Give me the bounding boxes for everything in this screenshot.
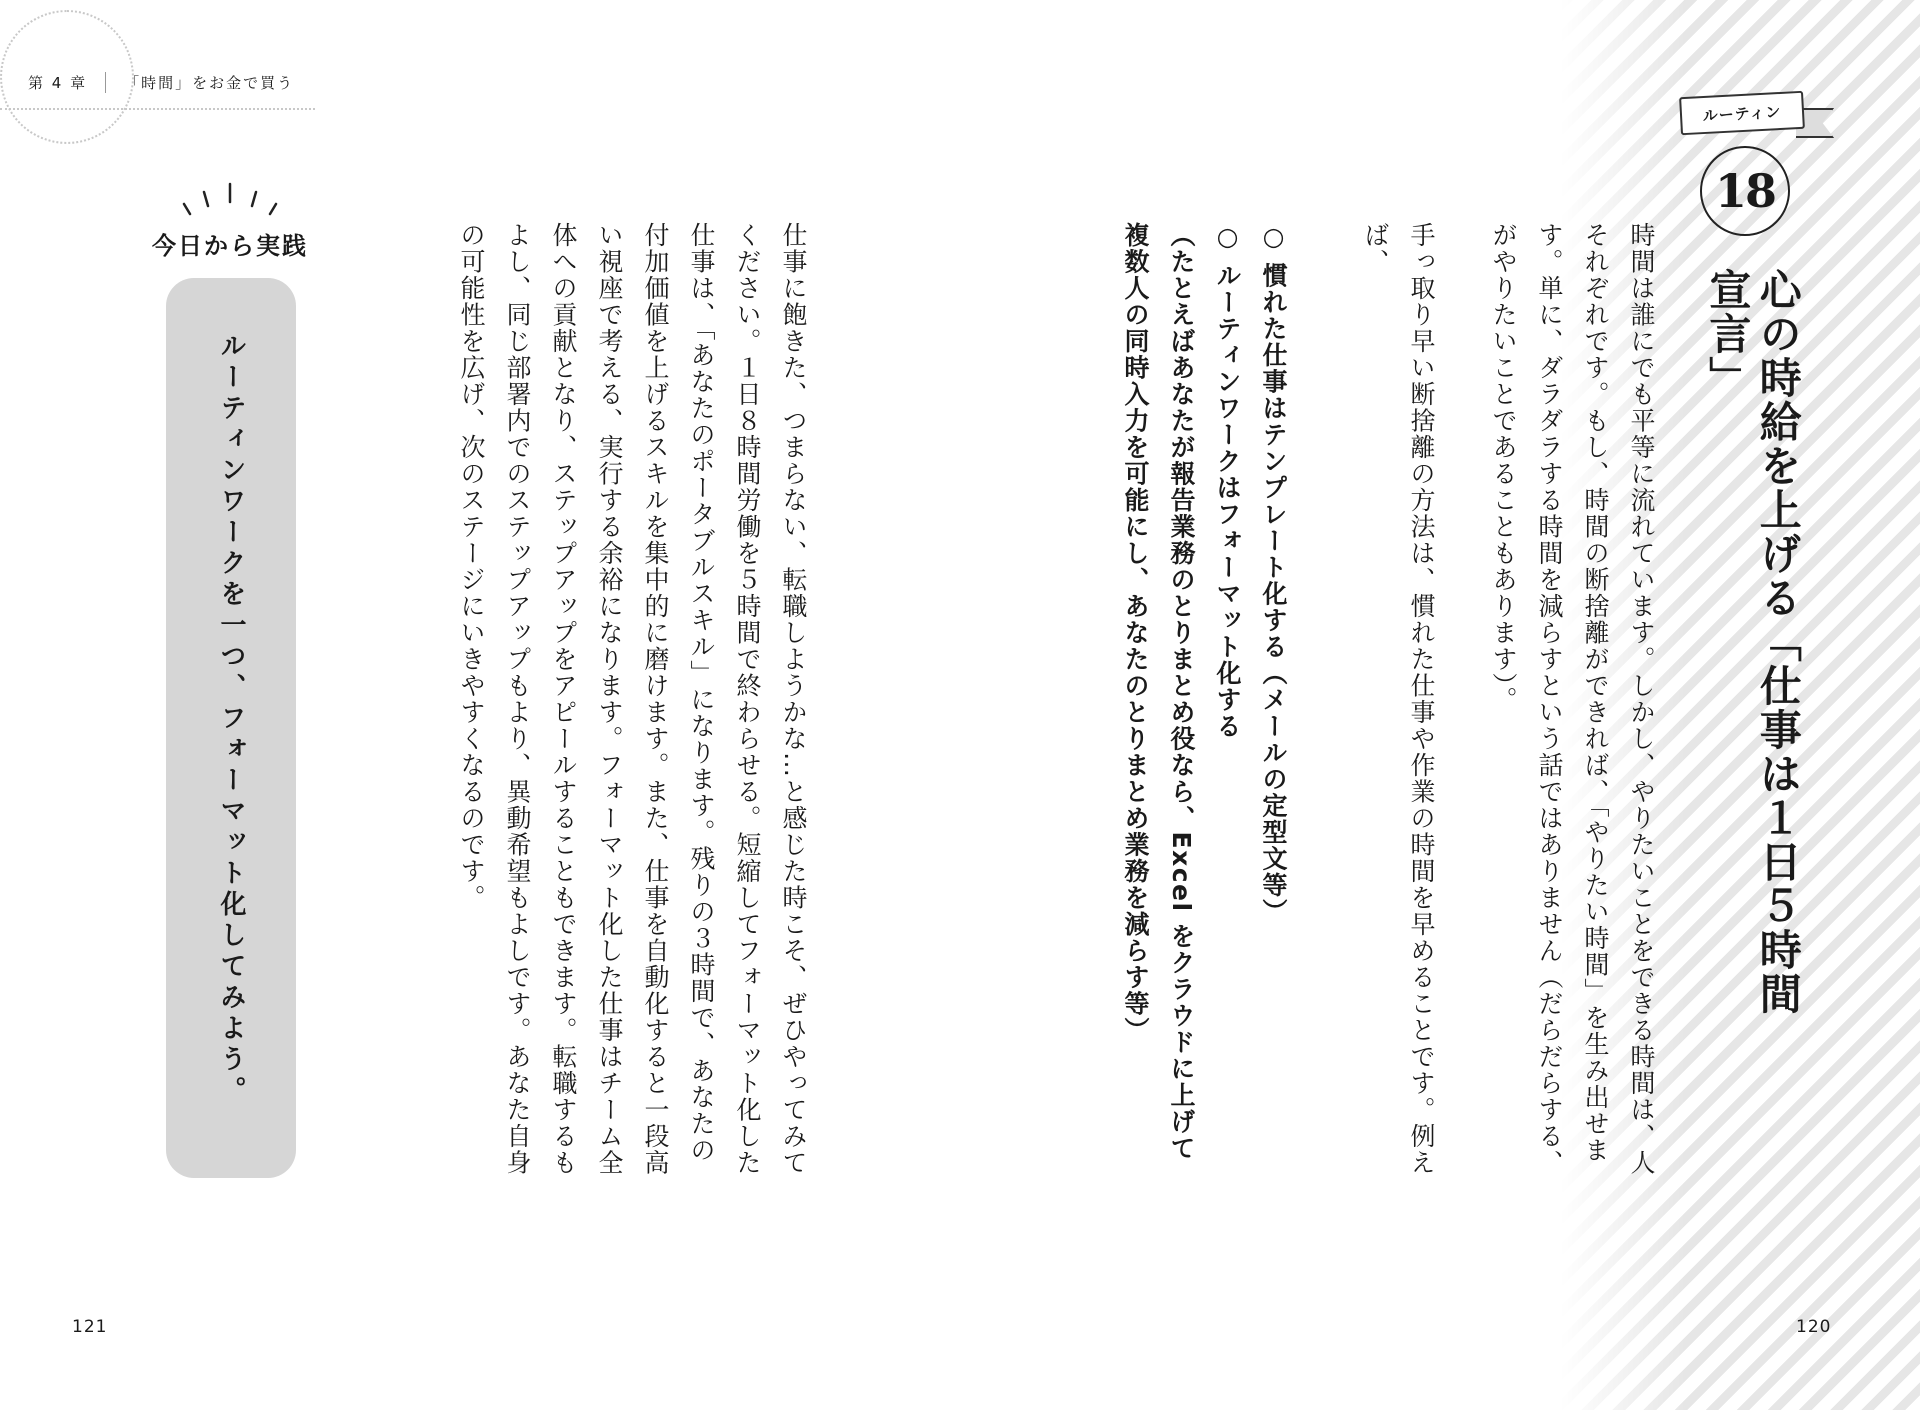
page-number-right: 120 (1796, 1317, 1832, 1337)
section-number: 18 (1700, 146, 1790, 236)
running-header (28, 62, 294, 102)
section-heading: 心の時給を上げる「仕事は１日５時間宣言」 (1703, 268, 1803, 1016)
spark-lines-icon (182, 176, 278, 220)
bullet-item: ○ 慣れた仕事はテンプレート化する（メールの定型文等） (1259, 222, 1288, 926)
practice-box (166, 278, 296, 1178)
paragraph-intro: 時間は誰にでも平等に流れています。しかし、やりたいことをできる時間は、人それぞれです。もし、時間の断捨離ができれば、「やりたい時間」を生み出せます。単に、ダラダラする時間を減らすという話ではありません（だらだらする、がやりたいことであることもあります）。 (1489, 222, 1656, 1176)
bullet-item: （たとえばあなたが報告業務のとりまとめ役なら、Excel をクラウドに上げて複数人の同時入力を可能にし、あなたのとりまとめ業務を減らす等） (1121, 222, 1196, 1162)
page-number-left: 121 (72, 1317, 108, 1337)
chapter-label: 第 4 章 (28, 72, 106, 93)
paragraph-practice: 仕事に飽きた、つまらない、転職しようかな…と感じた時こそ、ぜひやってみてください。１日８時間労働を５時間で終わらせる。短縮してフォーマット化した仕事は、「あなたのポータブルスキル」になります。残りの３時間で、あなたの付加価値を上げるスキルを集中的に磨けます。また、仕事を自動化すると一段高い視座で考える、実行する余裕になります。フォーマット化した仕事はチーム全体への貢献となり、ステップアップをアピールすることもできます。転職するもよし、同じ部署内でのステップアップもより、異動希望もよしです。あなた自身の可能性を広げ、次のステージにいきやすくなるのです。 (457, 222, 808, 1176)
bullet-list (1112, 222, 1296, 1182)
practice-title: 今日から実践 (152, 232, 308, 260)
practice-text: ルーティンワークを一つ、フォーマット化してみよう。 (216, 332, 246, 1107)
category-tag: ルーティン (1679, 91, 1805, 135)
chapter-title: 「時間」をお金で買う (124, 73, 295, 92)
bullet-item: ○ ルーティンワークはフォーマット化する (1213, 222, 1242, 740)
header-dotted-rule (0, 108, 315, 110)
paragraph-method: 手っ取り早い断捨離の方法は、慣れた仕事や作業の時間を早めることです。例えば、 (1361, 222, 1436, 1176)
